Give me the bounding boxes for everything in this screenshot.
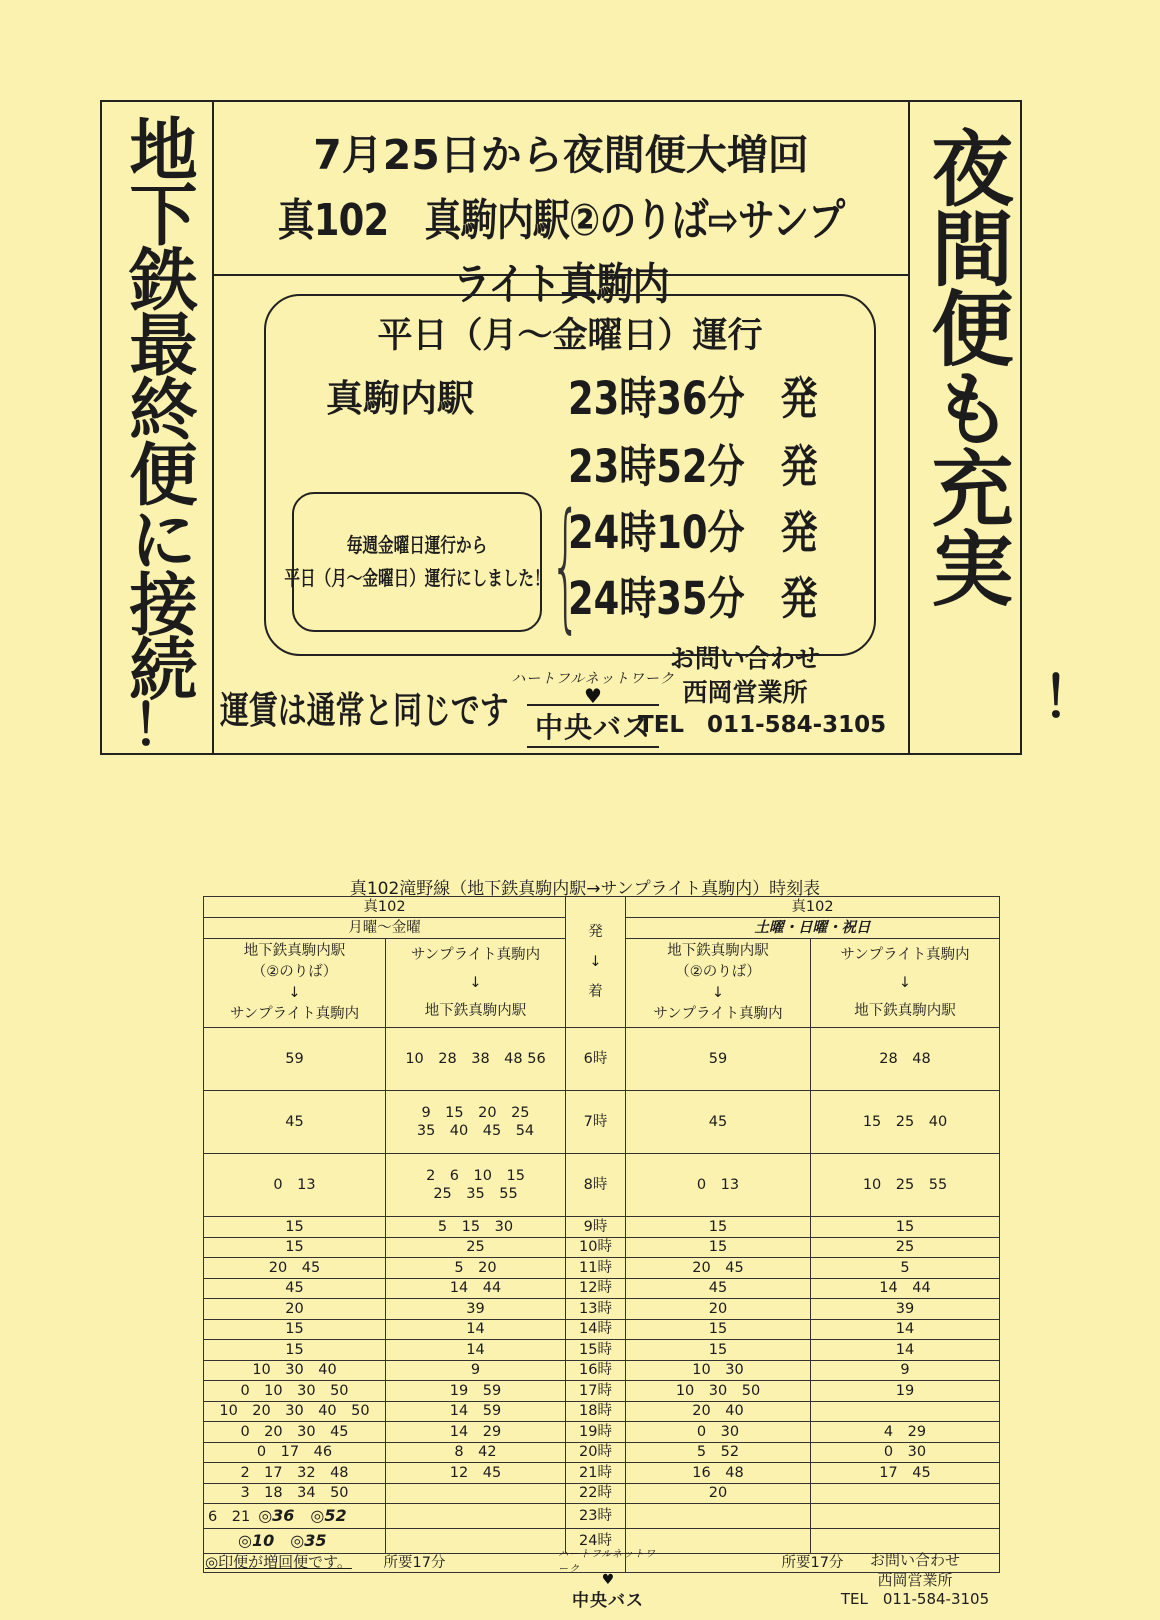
left-slogan: 地下鉄最終便に接続: [118, 114, 197, 699]
departure-row: [568, 496, 817, 561]
right-exclamation: ！: [1042, 666, 1098, 731]
night-schedule-box: [264, 294, 876, 656]
weekday-inbound-cell: 14 59: [386, 1401, 566, 1422]
table-row: [204, 1340, 1000, 1361]
hour-cell: 7時: [566, 1091, 626, 1154]
weekday-outbound-cell: 15: [204, 1340, 386, 1361]
holiday-inbound-cell: 17 45: [811, 1463, 1000, 1484]
holiday-inbound-cell: 4 29: [811, 1422, 1000, 1443]
weekday-inbound-cell: 12 45: [386, 1463, 566, 1484]
holiday-outbound-cell: 15: [626, 1237, 811, 1258]
weekday-outbound-cell: 10 20 30 40 50: [204, 1401, 386, 1422]
holiday-outbound-cell: 0 13: [626, 1154, 811, 1217]
weekday-inbound-cell: [386, 1529, 566, 1554]
hour-cell: 14時: [566, 1319, 626, 1340]
hour-cell: 13時: [566, 1299, 626, 1320]
added-times: ◎10 ◎35: [238, 1530, 327, 1550]
holiday-inbound-cell: 9: [811, 1360, 1000, 1381]
timetable-body: [204, 1028, 1000, 1554]
heart-icon: ♥: [584, 684, 602, 708]
weekday-outbound-header: 地下鉄真駒内駅 （②のりば） ↓ サンプライト真駒内: [204, 939, 386, 1028]
weekday-route: 真102: [204, 897, 566, 918]
holiday-inbound-cell: 10 25 55: [811, 1154, 1000, 1217]
weekday-outbound-cell: 2 17 32 48: [204, 1463, 386, 1484]
weekday-inbound-cell: 9: [386, 1360, 566, 1381]
hour-cell: 6時: [566, 1028, 626, 1091]
headline-box: [214, 102, 908, 310]
hour-cell: 24時: [566, 1529, 626, 1554]
weekday-outbound-cell: 0 17 46: [204, 1442, 386, 1463]
hour-cell: 21時: [566, 1463, 626, 1484]
weekday-outbound-cell: 3 18 34 50: [204, 1483, 386, 1504]
weekday-inbound-cell: [386, 1483, 566, 1504]
holiday-outbound-cell: 20 40: [626, 1401, 811, 1422]
hour-cell: 22時: [566, 1483, 626, 1504]
weekday-outbound-cell: 0 10 30 50: [204, 1381, 386, 1402]
weekday-inbound-cell: 14: [386, 1340, 566, 1361]
table-row: [204, 1401, 1000, 1422]
hour-cell: 20時: [566, 1442, 626, 1463]
table-row: [204, 1299, 1000, 1320]
holiday-outbound-cell: 10 30: [626, 1360, 811, 1381]
brand-tagline: ハートフルネットワーク: [558, 1549, 656, 1575]
holiday-outbound-cell: 10 30 50: [626, 1381, 811, 1402]
contact-office: 西岡営業所: [877, 1570, 953, 1589]
holiday-inbound-cell: 15: [811, 1217, 1000, 1238]
hour-cell: 8時: [566, 1154, 626, 1217]
table-row: [204, 1278, 1000, 1299]
holiday-inbound-cell: [811, 1504, 1000, 1529]
table-row: [204, 1422, 1000, 1443]
holiday-inbound-cell: 0 30: [811, 1442, 1000, 1463]
chuo-bus-logo-small: [558, 1545, 658, 1611]
added-times: ◎36 ◎52: [258, 1505, 347, 1525]
weekday-inbound-cell: 5 15 30: [386, 1217, 566, 1238]
holiday-outbound-cell: 45: [626, 1278, 811, 1299]
holiday-inbound-cell: 39: [811, 1299, 1000, 1320]
holiday-inbound-cell: 15 25 40: [811, 1091, 1000, 1154]
holiday-inbound-cell: 14: [811, 1319, 1000, 1340]
flyer-panel: [100, 100, 1098, 759]
departure-time: 24時35分: [568, 572, 745, 625]
weekday-change-note: [284, 492, 550, 632]
weekday-inbound-cell: 14 44: [386, 1278, 566, 1299]
holiday-outbound-header: 地下鉄真駒内駅 （②のりば） ↓ サンプライト真駒内: [626, 939, 811, 1028]
table-row: [204, 1463, 1000, 1484]
table-row: [204, 1381, 1000, 1402]
weekday-inbound-cell: 25: [386, 1237, 566, 1258]
departure-label: 発: [780, 506, 818, 559]
holiday-outbound-cell: 20: [626, 1299, 811, 1320]
table-row: [204, 1442, 1000, 1463]
contact-tel: TEL 011-584-3105: [840, 1590, 990, 1608]
note-line: 毎週金曜日運行から: [346, 533, 488, 557]
hour-cell: 15時: [566, 1340, 626, 1361]
holiday-outbound-cell: 16 48: [626, 1463, 811, 1484]
contact-label: お問い合わせ: [869, 1551, 960, 1569]
holiday-inbound-cell: 14: [811, 1340, 1000, 1361]
hour-cell: 10時: [566, 1237, 626, 1258]
weekday-outbound-cell: 15: [204, 1319, 386, 1340]
timetable: [203, 896, 999, 1573]
note-line: 平日（月～金曜日）運行にしました！: [284, 566, 550, 590]
weekday-outbound-cell: 20: [204, 1299, 386, 1320]
contact-tel: TEL 011-584-3105: [638, 711, 887, 738]
table-row: [204, 1504, 1000, 1529]
holiday-route: 真102: [626, 897, 1000, 918]
legend-note: ◎印便が増回便です。: [205, 1553, 352, 1571]
weekday-inbound-header: サンプライト真駒内 ↓ 地下鉄真駒内駅: [386, 939, 566, 1028]
holiday-inbound-cell: [811, 1401, 1000, 1422]
weekday-inbound-cell: 14: [386, 1319, 566, 1340]
headline-route: 真102 真駒内駅②のりば⇨サンプライト真駒内: [277, 195, 845, 310]
weekday-outbound-cell: 59: [204, 1028, 386, 1091]
holiday-outbound-cell: 15: [626, 1319, 811, 1340]
contact-label: お問い合わせ: [669, 644, 820, 673]
brand-name: 中央バス: [572, 1591, 644, 1612]
holiday-outbound-cell: 20: [626, 1483, 811, 1504]
weekday-outbound-cell: 0 20 30 45: [204, 1422, 386, 1443]
regular-times: 6 21: [208, 1508, 251, 1525]
holiday-inbound-cell: 5: [811, 1258, 1000, 1279]
holiday-inbound-cell: 14 44: [811, 1278, 1000, 1299]
hour-header-text: 発 ↓ 着: [588, 924, 603, 1000]
weekday-inbound-cell: 14 29: [386, 1422, 566, 1443]
holiday-outbound-cell: 0 30: [626, 1422, 811, 1443]
hour-cell: 12時: [566, 1278, 626, 1299]
station-name: 真駒内駅: [326, 377, 474, 420]
weekday-inbound-cell: 9 15 20 25 35 40 45 54: [386, 1091, 566, 1154]
weekday-outbound-cell: [204, 1529, 386, 1554]
weekday-inbound-cell: 39: [386, 1299, 566, 1320]
weekday-inbound-cell: 5 20: [386, 1258, 566, 1279]
brand-tagline: ハートフルネットワーク: [511, 671, 675, 687]
hour-cell: 9時: [566, 1217, 626, 1238]
headline-date: 7月25日から夜間便大増回: [313, 131, 809, 179]
right-slogan-column: [908, 102, 1020, 753]
contact-info-bottom: [820, 1551, 1010, 1610]
weekday-duration: 所要17分: [204, 1554, 626, 1573]
departure-label: 発: [780, 372, 818, 425]
departure-label: 発: [780, 572, 818, 625]
right-slogan: 夜間便も充実: [918, 126, 1013, 606]
holiday-inbound-cell: [811, 1529, 1000, 1554]
weekday-outbound-cell: 45: [204, 1091, 386, 1154]
holiday-outbound-cell: 5 52: [626, 1442, 811, 1463]
table-row: [204, 1091, 1000, 1154]
holiday-outbound-cell: [626, 1504, 811, 1529]
hour-cell: 16時: [566, 1360, 626, 1381]
departure-row: [568, 562, 817, 627]
brace-mark: {: [550, 484, 582, 647]
holiday-duration: 所要17分: [626, 1554, 1000, 1573]
table-row: [204, 1237, 1000, 1258]
holiday-inbound-cell: 28 48: [811, 1028, 1000, 1091]
weekday-inbound-cell: 8 42: [386, 1442, 566, 1463]
holiday-inbound-cell: [811, 1483, 1000, 1504]
weekday-inbound-cell: 2 6 10 15 25 35 55: [386, 1154, 566, 1217]
weekday-inbound-cell: 19 59: [386, 1381, 566, 1402]
hour-cell: 23時: [566, 1504, 626, 1529]
table-row: [204, 1217, 1000, 1238]
holiday-outbound-cell: 15: [626, 1340, 811, 1361]
weekday-inbound-cell: [386, 1504, 566, 1529]
schedule-title: 平日（月～金曜日）運行: [377, 316, 763, 356]
holiday-outbound-cell: 45: [626, 1091, 811, 1154]
table-row: [204, 1258, 1000, 1279]
table-row: [204, 1360, 1000, 1381]
contact-office: 西岡営業所: [682, 677, 808, 707]
hour-cell: 17時: [566, 1381, 626, 1402]
holiday-outbound-cell: 59: [626, 1028, 811, 1091]
timetable-title: 真102滝野線（地下鉄真駒内駅→サンプライト真駒内）時刻表: [349, 879, 821, 899]
departure-time: 24時10分: [568, 506, 745, 559]
weekday-outbound-cell: 45: [204, 1278, 386, 1299]
holiday-inbound-cell: 25: [811, 1237, 1000, 1258]
table-row: [204, 1483, 1000, 1504]
departure-row: [568, 430, 817, 495]
weekday-outbound-cell: 15: [204, 1237, 386, 1258]
weekday-outbound-cell: 10 30 40: [204, 1360, 386, 1381]
weekday-inbound-cell: 10 28 38 48 56: [386, 1028, 566, 1091]
left-slogan-column: [102, 102, 214, 753]
departure-time: 23時52分: [568, 440, 745, 493]
holiday-outbound-cell: 15: [626, 1217, 811, 1238]
holiday-days: 土曜・日曜・祝日: [626, 918, 1000, 939]
heart-icon: ♥: [601, 1572, 615, 1588]
holiday-outbound-cell: 20 45: [626, 1258, 811, 1279]
table-row: [204, 1319, 1000, 1340]
fare-note: 運賃は通常と同じです: [220, 689, 509, 732]
weekday-days: 月曜～金曜: [204, 918, 566, 939]
contact-info: [638, 642, 887, 741]
brand-name: 中央バス: [527, 704, 659, 748]
departure-label: 発: [780, 440, 818, 493]
weekday-outbound-cell: 0 13: [204, 1154, 386, 1217]
hour-cell: 11時: [566, 1258, 626, 1279]
departure-row: [568, 362, 817, 427]
weekday-outbound-cell: 15: [204, 1217, 386, 1238]
departure-time: 23時36分: [568, 372, 745, 425]
timetable-grid: [203, 896, 1000, 1573]
weekday-outbound-cell: [204, 1504, 386, 1529]
hour-header: [566, 897, 626, 1028]
holiday-inbound-header: サンプライト真駒内 ↓ 地下鉄真駒内駅: [811, 939, 1000, 1028]
hour-cell: 18時: [566, 1401, 626, 1422]
hour-cell: 19時: [566, 1422, 626, 1443]
table-row: [204, 1154, 1000, 1217]
holiday-inbound-cell: 19: [811, 1381, 1000, 1402]
table-row: [204, 1028, 1000, 1091]
weekday-outbound-cell: 20 45: [204, 1258, 386, 1279]
left-exclamation: ！: [132, 694, 188, 759]
